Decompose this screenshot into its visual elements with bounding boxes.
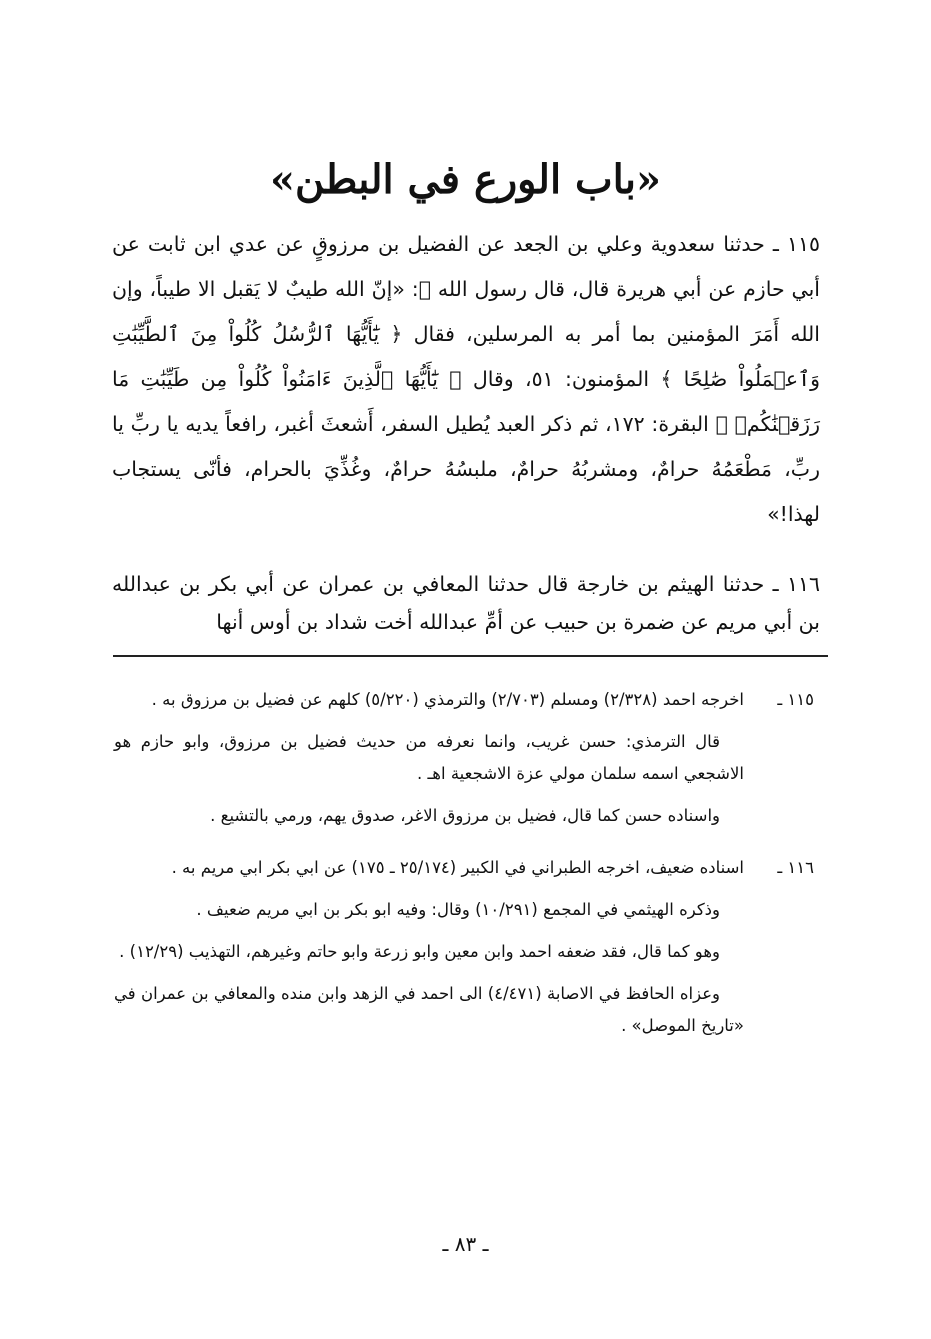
footnote-paragraph: قال الترمذي: حسن غريب، وانما نعرفه من حديث فضيل بن مرزوق، وابو حازم هو الاشجعي اسمه سلمان مولي عزة الاشجعية اهـ . (114, 732, 744, 783)
footnote-paragraph: وعزاه الحافظ في الاصابة (٤/٤٧١) الى احمد في الزهد وابن منده والمعافي بن عمران في «تاريخ الموصل» . (114, 984, 744, 1035)
chapter-title: «باب الورع في البطن» (270, 156, 661, 203)
main-text (112, 222, 820, 641)
footnotes (114, 684, 814, 1062)
footnote-115 (114, 684, 814, 842)
hadith-115-paragraph: ١١٥ ـ حدثنا سعدوية وعلي بن الجعد عن الفضيل بن مرزوقٍ عن عدي ابن ثابت عن أبي حازم عن أبي هريرة قال، قال رسول الله ﷺ: «إنّ الله طيبٌ لا يَقبل الا طيباً، وإن الله أَمَرَ المؤمنين بما أمر به المرسلين، فقال ﴿ يَٰٓأَيُّهَا ٱلرُّسُلُ كُلُواْ مِنَ ٱلطَّيِّبَٰتِ وَٱعۡمَلُواْ صَٰلِحًا ﴾ المؤمنون: ٥١، وقال ﴿ يَٰٓأَيُّهَا ٱلَّذِينَ ءَامَنُواْ كُلُواْ مِن طَيِّبَٰتِ مَا رَزَقۡنَٰكُمۡ ﴾ البقرة: ١٧٢، ثم ذكر العبد يُطيل السفر، أَشعثَ أغبر، رافعاً يديه يا ربِّ يا ربِّ، مَطْعَمُهُ حرامٌ، ومشربُهُ حرامٌ، ملبسُهُ حرامٌ، وغُذِّيَ بالحرام، فأنّى يستجاب لهذا!» (112, 232, 820, 526)
footnote-paragraph: اخرجه احمد (٢/٣٢٨) ومسلم (٢/٧٠٣) والترمذي (٥/٢٢٠) كلهم عن فضيل بن مرزوق به . (151, 690, 744, 709)
footnote-number: ١١٦ ـ (777, 858, 814, 877)
footnote-116 (114, 852, 814, 1052)
page-number: ـ ٨٣ ـ (442, 1232, 489, 1256)
footnote-paragraph: وذكره الهيثمي في المجمع (١٠/٢٩١) وقال: وفيه ابو بكر بن ابي مريم ضعيف . (196, 900, 720, 919)
footnote-body (114, 852, 744, 1052)
footnote-paragraph: اسناده ضعيف، اخرجه الطبراني في الكبير (٢٥/١٧٤ ـ ١٧٥) عن ابي بكر ابي مريم به . (171, 858, 744, 877)
footnote-number: ١١٥ ـ (777, 690, 814, 709)
hadith-116-paragraph: ١١٦ ـ حدثنا الهيثم بن خارجة قال حدثنا المعافي بن عمران عن أبي بكر بن عبدالله بن أبي مريم عن ضمرة بن حبيب عن أمِّ عبدالله أخت شداد بن أوس أنها (112, 572, 820, 634)
footnote-paragraph: وهو كما قال، فقد ضعفه احمد وابن معين وابو زرعة وابو حاتم وغيرهم، التهذيب (١٢/٢٩) . (119, 942, 720, 961)
footnote-separator (113, 655, 828, 657)
footnote-body (114, 684, 744, 842)
footnote-paragraph: واسناده حسن كما قال، فضيل بن مرزوق الاغر، صدوق يهم، ورمي بالتشيع . (210, 806, 720, 825)
